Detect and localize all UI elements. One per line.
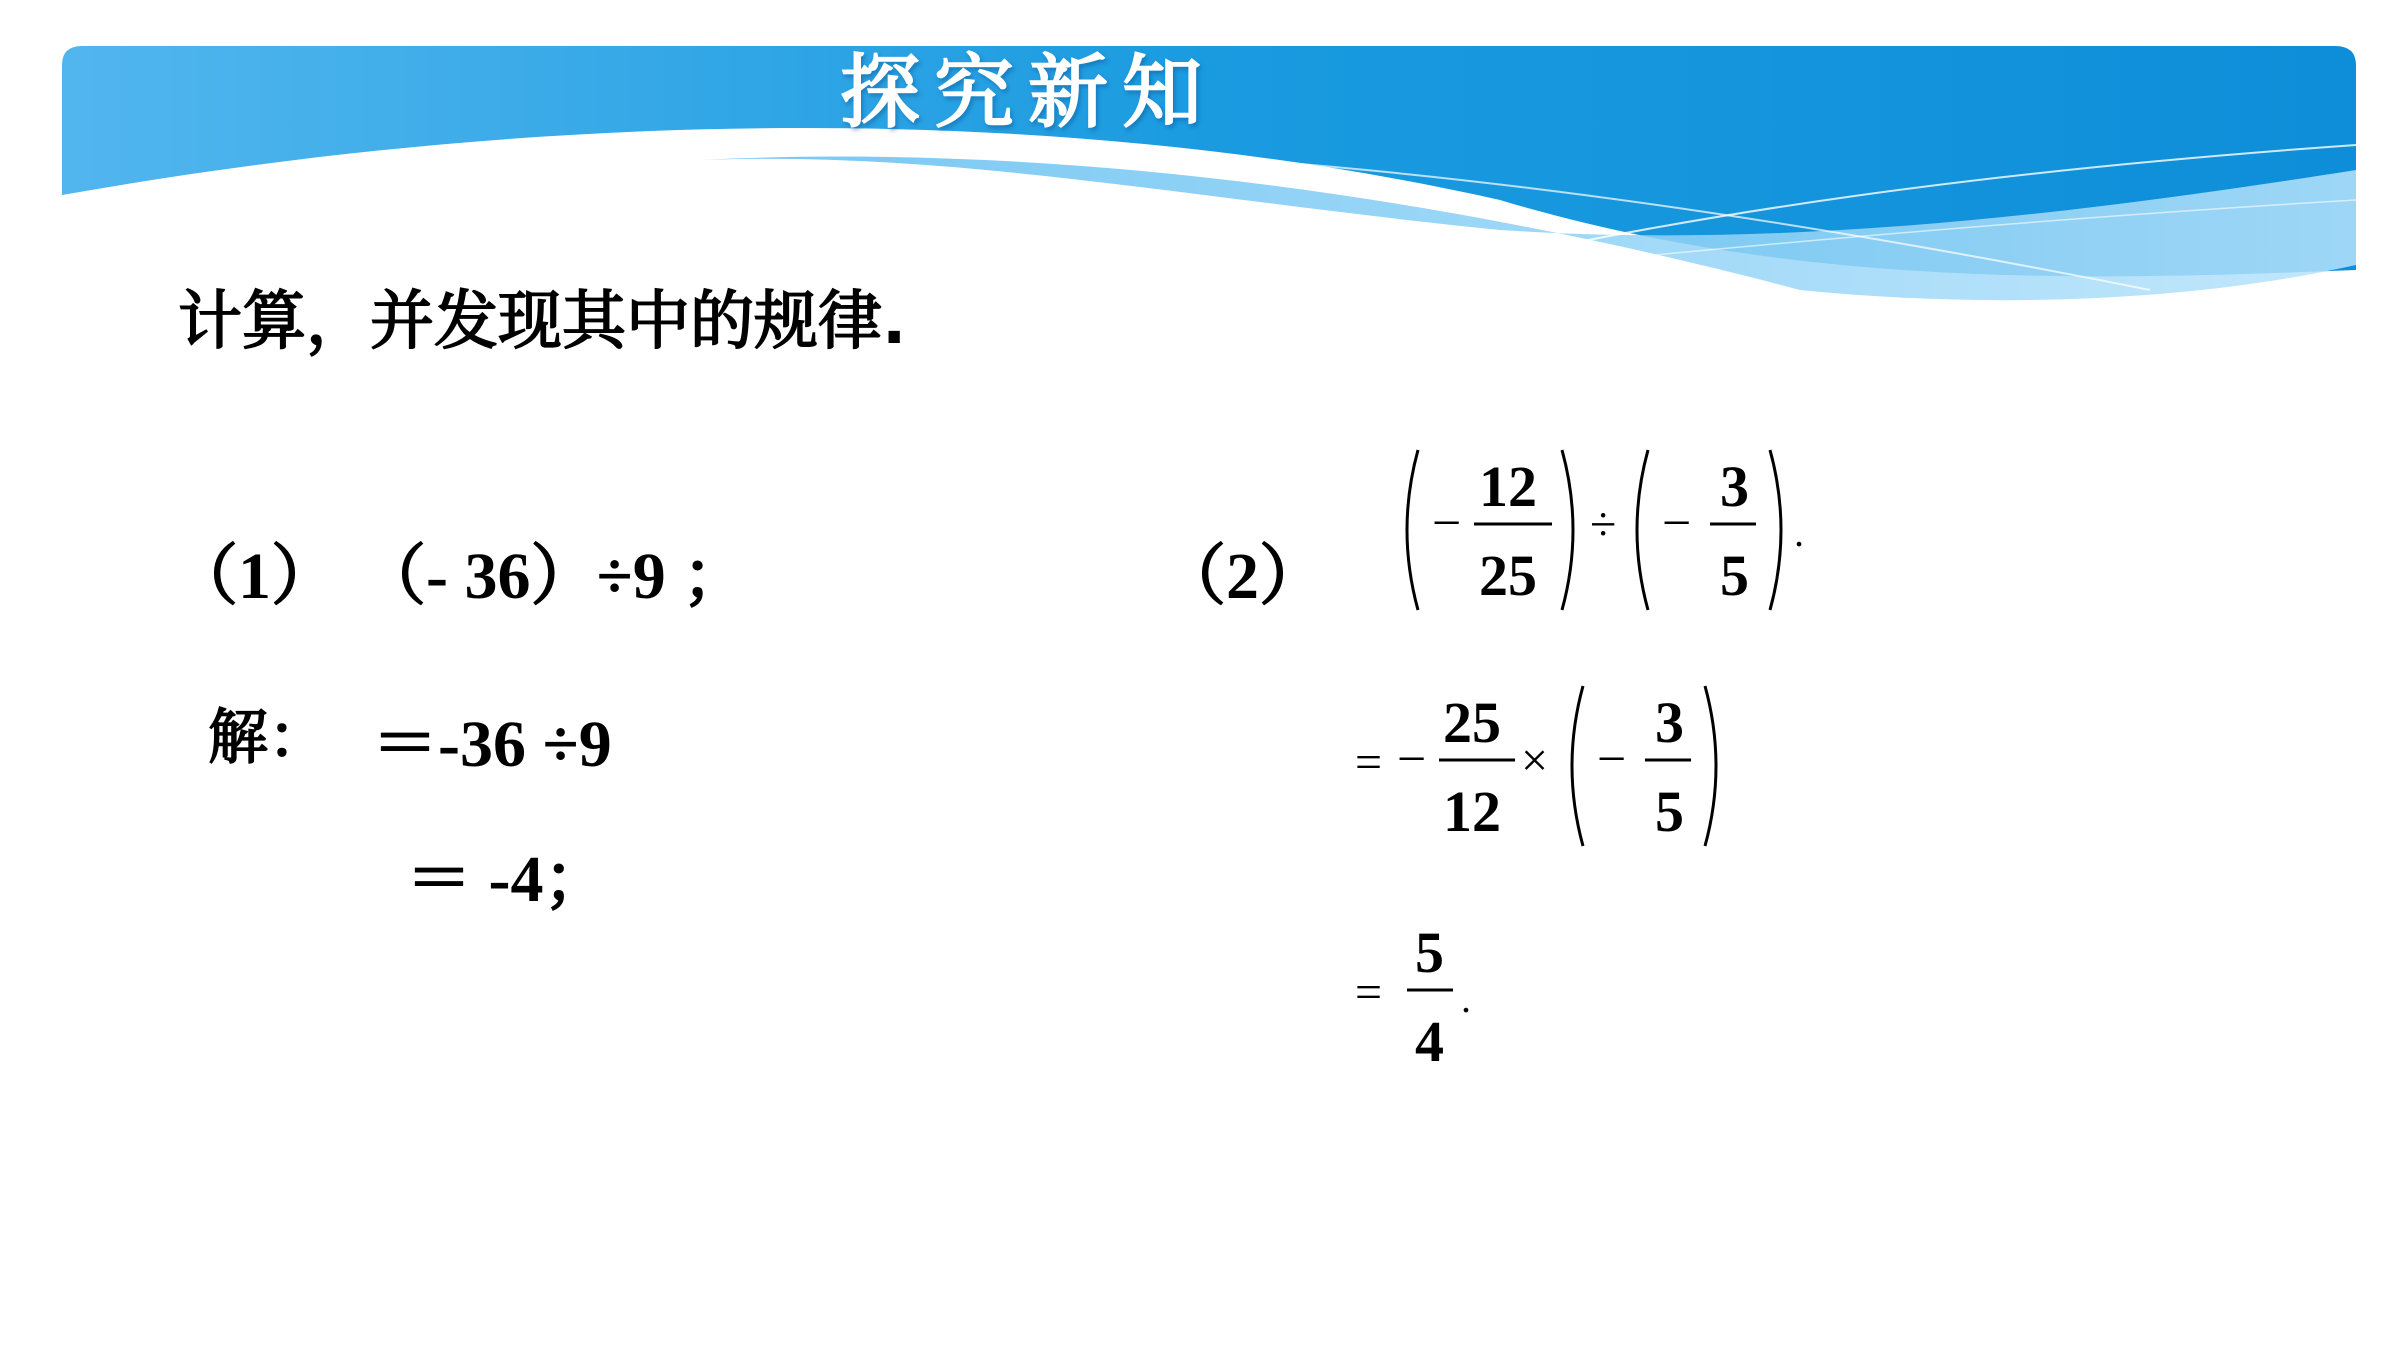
solution-label: 解：: [208, 703, 328, 773]
fraction-denominator: 5: [1720, 543, 1749, 608]
minus-sign: −: [1432, 495, 1462, 552]
minus-sign: −: [1662, 495, 1692, 552]
fraction-denominator: 25: [1479, 543, 1537, 608]
fraction-denominator: 5: [1655, 779, 1684, 844]
fraction-numerator: 25: [1443, 690, 1501, 755]
period: .: [1461, 976, 1471, 1021]
period: .: [1794, 510, 1804, 555]
divide-sign: ÷: [1590, 498, 1617, 551]
problem2-step1: [1355, 676, 1755, 856]
minus-sign: −: [1397, 731, 1427, 788]
instruction-text: 计算，并发现其中的规律.: [178, 285, 907, 359]
fraction-numerator: 3: [1655, 690, 1684, 755]
times-sign: ×: [1521, 734, 1549, 787]
minus-sign: −: [1597, 731, 1627, 788]
problem2-label: （2）: [1160, 540, 1325, 613]
equals-sign: =: [1355, 966, 1383, 1019]
problem2-result: [1355, 906, 1515, 1086]
fraction-denominator: 4: [1415, 1009, 1444, 1074]
fraction-numerator: 3: [1720, 454, 1749, 519]
solution-step1: ＝-36 ÷9: [372, 708, 612, 781]
problem1-expression: （- 36）÷9 ；: [360, 540, 749, 613]
fraction-numerator: 5: [1415, 920, 1444, 985]
banner-title: 探究新知: [840, 45, 1216, 139]
fraction-denominator: 12: [1443, 779, 1501, 844]
fraction-numerator: 12: [1479, 454, 1537, 519]
problem1-label: （1）: [172, 540, 337, 613]
equals-sign: =: [1355, 736, 1383, 789]
solution-step2: ＝ -4；: [406, 843, 610, 916]
problem2-expression: [1390, 440, 1830, 620]
